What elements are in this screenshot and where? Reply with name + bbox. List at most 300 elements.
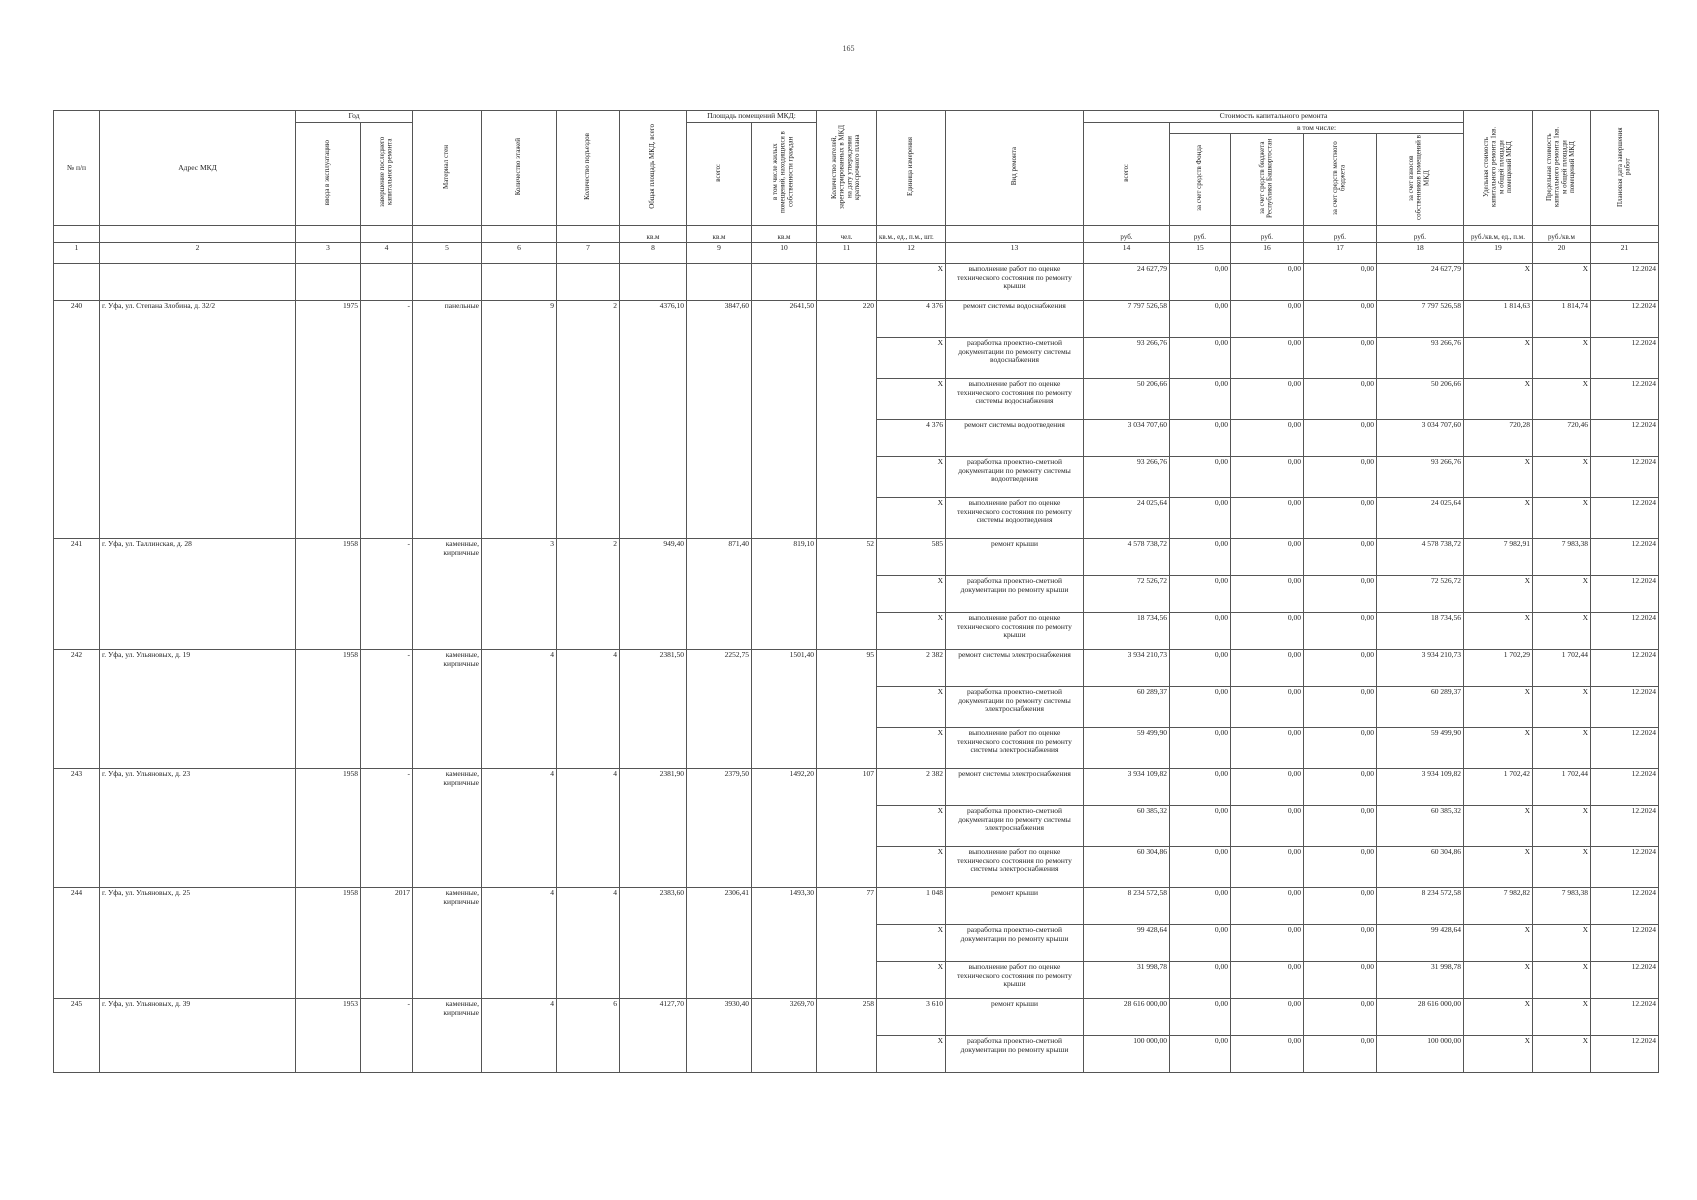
plan-date-cell: 12.2024 [1591, 998, 1659, 1035]
entrances-cell [557, 686, 620, 727]
area-residential-cell [752, 337, 817, 378]
year-cell [296, 419, 361, 456]
unit-cost-cell: X [1464, 337, 1533, 378]
last-repair-cell: 2017 [361, 887, 413, 924]
table-row [54, 727, 1659, 768]
cost-total-cell: 31 998,78 [1084, 961, 1170, 998]
total-area-cell [620, 924, 687, 961]
total-area-cell: 949,40 [620, 538, 687, 575]
last-repair-cell: - [361, 768, 413, 805]
cost-total-cell: 60 289,37 [1084, 686, 1170, 727]
area-all-cell [687, 805, 752, 846]
area-residential-cell [752, 961, 817, 998]
unit-cell: 585 [877, 538, 946, 575]
cost-republic-cell: 0,00 [1231, 768, 1304, 805]
cost-fund-cell: 0,00 [1170, 575, 1231, 612]
year-cell: 1958 [296, 887, 361, 924]
row-number: 243 [54, 768, 100, 805]
wall-material-cell: каменные, кирпичные [413, 998, 482, 1035]
year-cell [296, 263, 361, 300]
wall-material-cell: панельные [413, 300, 482, 337]
year-cell [296, 961, 361, 998]
floors-cell [482, 1035, 557, 1072]
row-number [54, 846, 100, 887]
area-residential-cell [752, 612, 817, 649]
total-area-cell: 4127,70 [620, 998, 687, 1035]
work-type-cell: разработка проектно-сметной документации по ремонту крыши [946, 575, 1084, 612]
table-row [54, 768, 1659, 805]
header-total-area: Общая площадь МКД, всего [620, 111, 687, 226]
entrances-cell: 4 [557, 887, 620, 924]
header-area-residential: в том числе жилых помещений, находящихся в собственности граждан [752, 122, 817, 225]
cost-republic-cell: 0,00 [1231, 887, 1304, 924]
residents-cell: 107 [817, 768, 877, 805]
cost-republic-cell: 0,00 [1231, 727, 1304, 768]
cost-total-cell: 7 797 526,58 [1084, 300, 1170, 337]
row-number: 244 [54, 887, 100, 924]
cost-fund-cell: 0,00 [1170, 887, 1231, 924]
table-row [54, 1035, 1659, 1072]
unit-cost-cell: X [1464, 686, 1533, 727]
area-all-cell: 2252,75 [687, 649, 752, 686]
plan-date-cell: 12.2024 [1591, 575, 1659, 612]
header-cost-group: Стоимость капитального ремонта [1084, 111, 1464, 123]
floors-cell: 4 [482, 887, 557, 924]
area-residential-cell: 819,10 [752, 538, 817, 575]
row-number [54, 419, 100, 456]
cost-local-cell: 0,00 [1304, 887, 1377, 924]
cost-total-cell: 3 934 109,82 [1084, 768, 1170, 805]
entrances-cell [557, 1035, 620, 1072]
cost-total-cell: 18 734,56 [1084, 612, 1170, 649]
limit-cost-cell: 720,46 [1533, 419, 1591, 456]
unit-label: кв.м [752, 225, 817, 242]
address-cell [100, 575, 296, 612]
year-cell [296, 924, 361, 961]
area-all-cell [687, 961, 752, 998]
cost-owners-cell: 3 934 210,73 [1377, 649, 1464, 686]
unit-cell: X [877, 575, 946, 612]
table-row [54, 497, 1659, 538]
limit-cost-cell: X [1533, 497, 1591, 538]
wall-material-cell: каменные, кирпичные [413, 649, 482, 686]
work-type-cell: ремонт системы электроснабжения [946, 768, 1084, 805]
wall-material-cell: каменные, кирпичные [413, 768, 482, 805]
column-number: 18 [1377, 242, 1464, 263]
cost-local-cell: 0,00 [1304, 924, 1377, 961]
last-repair-cell [361, 924, 413, 961]
row-number [54, 805, 100, 846]
cost-fund-cell: 0,00 [1170, 924, 1231, 961]
unit-cost-cell: X [1464, 612, 1533, 649]
plan-date-cell: 12.2024 [1591, 686, 1659, 727]
unit-cell: X [877, 378, 946, 419]
cost-republic-cell: 0,00 [1231, 998, 1304, 1035]
last-repair-cell [361, 961, 413, 998]
cost-republic-cell: 0,00 [1231, 686, 1304, 727]
floors-cell [482, 846, 557, 887]
column-number: 5 [413, 242, 482, 263]
work-type-cell: разработка проектно-сметной документации по ремонту крыши [946, 924, 1084, 961]
table-row [54, 887, 1659, 924]
wall-material-cell [413, 846, 482, 887]
header-plan-date: Плановая дата завершения работ [1591, 111, 1659, 226]
header-work-type: Вид ремонта [946, 111, 1084, 226]
address-cell [100, 378, 296, 419]
unit-cost-cell: X [1464, 924, 1533, 961]
cost-owners-cell: 18 734,56 [1377, 612, 1464, 649]
cost-local-cell: 0,00 [1304, 497, 1377, 538]
table-row [54, 575, 1659, 612]
cost-republic-cell: 0,00 [1231, 575, 1304, 612]
unit-cell: X [877, 686, 946, 727]
total-area-cell [620, 727, 687, 768]
address-cell: г. Уфа, ул. Ульяновых, д. 25 [100, 887, 296, 924]
table-row [54, 419, 1659, 456]
table-row [54, 961, 1659, 998]
cost-local-cell: 0,00 [1304, 768, 1377, 805]
area-all-cell [687, 497, 752, 538]
column-number: 12 [877, 242, 946, 263]
cost-fund-cell: 0,00 [1170, 768, 1231, 805]
limit-cost-cell: X [1533, 998, 1591, 1035]
cost-fund-cell: 0,00 [1170, 456, 1231, 497]
area-all-cell: 3847,60 [687, 300, 752, 337]
cost-fund-cell: 0,00 [1170, 612, 1231, 649]
total-area-cell [620, 337, 687, 378]
area-residential-cell [752, 686, 817, 727]
total-area-cell: 2383,60 [620, 887, 687, 924]
entrances-cell: 6 [557, 998, 620, 1035]
column-number: 19 [1464, 242, 1533, 263]
work-type-cell: выполнение работ по оценке технического состояния по ремонту системы водоотведения [946, 497, 1084, 538]
cost-fund-cell: 0,00 [1170, 497, 1231, 538]
total-area-cell [620, 805, 687, 846]
wall-material-cell [413, 1035, 482, 1072]
cost-owners-cell: 93 266,76 [1377, 456, 1464, 497]
entrances-cell [557, 805, 620, 846]
wall-material-cell [413, 378, 482, 419]
floors-cell: 3 [482, 538, 557, 575]
work-type-cell: выполнение работ по оценке технического состояния по ремонту крыши [946, 961, 1084, 998]
header-num: № п/п [54, 111, 100, 226]
residents-cell [817, 1035, 877, 1072]
header-cost-republic: за счет средств бюджета Республики Башкортостан [1231, 134, 1304, 226]
plan-date-cell: 12.2024 [1591, 1035, 1659, 1072]
header-cost-owners: за счет взносов собственников помещений в МКД [1377, 134, 1464, 226]
plan-date-cell: 12.2024 [1591, 337, 1659, 378]
cost-total-cell: 4 578 738,72 [1084, 538, 1170, 575]
table-row [54, 805, 1659, 846]
limit-cost-cell: 1 702,44 [1533, 768, 1591, 805]
column-number: 15 [1170, 242, 1231, 263]
unit-cell: 1 048 [877, 887, 946, 924]
residents-cell [817, 961, 877, 998]
row-number: 240 [54, 300, 100, 337]
unit-cell: 3 610 [877, 998, 946, 1035]
cost-fund-cell: 0,00 [1170, 300, 1231, 337]
unit-cell: 2 382 [877, 649, 946, 686]
total-area-cell [620, 961, 687, 998]
wall-material-cell [413, 924, 482, 961]
table-row [54, 337, 1659, 378]
last-repair-cell [361, 263, 413, 300]
limit-cost-cell: X [1533, 846, 1591, 887]
limit-cost-cell: X [1533, 686, 1591, 727]
cost-fund-cell: 0,00 [1170, 538, 1231, 575]
address-cell [100, 727, 296, 768]
unit-cell: X [877, 961, 946, 998]
last-repair-cell [361, 378, 413, 419]
unit-label: руб. [1231, 225, 1304, 242]
floors-cell [482, 727, 557, 768]
limit-cost-cell: 7 983,38 [1533, 538, 1591, 575]
cost-fund-cell: 0,00 [1170, 961, 1231, 998]
address-cell [100, 612, 296, 649]
wall-material-cell [413, 612, 482, 649]
unit-cost-cell: 1 702,42 [1464, 768, 1533, 805]
header-wall-material: Материал стен [413, 111, 482, 226]
cost-fund-cell: 0,00 [1170, 846, 1231, 887]
cost-local-cell: 0,00 [1304, 263, 1377, 300]
cost-local-cell: 0,00 [1304, 612, 1377, 649]
table-row [54, 649, 1659, 686]
area-all-cell [687, 924, 752, 961]
cost-local-cell: 0,00 [1304, 805, 1377, 846]
cost-republic-cell: 0,00 [1231, 1035, 1304, 1072]
area-all-cell: 3930,40 [687, 998, 752, 1035]
cost-republic-cell: 0,00 [1231, 538, 1304, 575]
address-cell [100, 1035, 296, 1072]
address-cell [100, 805, 296, 846]
column-number: 11 [817, 242, 877, 263]
area-all-cell: 871,40 [687, 538, 752, 575]
unit-cost-cell: X [1464, 378, 1533, 419]
cost-total-cell: 24 627,79 [1084, 263, 1170, 300]
table-row [54, 378, 1659, 419]
cost-republic-cell: 0,00 [1231, 419, 1304, 456]
cost-owners-cell: 60 385,32 [1377, 805, 1464, 846]
row-number [54, 612, 100, 649]
cost-local-cell: 0,00 [1304, 1035, 1377, 1072]
area-all-cell [687, 456, 752, 497]
entrances-cell [557, 456, 620, 497]
cost-republic-cell: 0,00 [1231, 456, 1304, 497]
total-area-cell: 4376,10 [620, 300, 687, 337]
area-residential-cell [752, 456, 817, 497]
unit-label: чел. [817, 225, 877, 242]
last-repair-cell [361, 1035, 413, 1072]
header-entrances: Количество подъездов [557, 111, 620, 226]
total-area-cell [620, 612, 687, 649]
cost-local-cell: 0,00 [1304, 538, 1377, 575]
total-area-cell [620, 575, 687, 612]
cost-fund-cell: 0,00 [1170, 1035, 1231, 1072]
year-cell [296, 337, 361, 378]
row-number: 242 [54, 649, 100, 686]
entrances-cell [557, 575, 620, 612]
cost-owners-cell: 8 234 572,58 [1377, 887, 1464, 924]
row-number [54, 961, 100, 998]
address-cell [100, 924, 296, 961]
column-number: 10 [752, 242, 817, 263]
cost-total-cell: 3 934 210,73 [1084, 649, 1170, 686]
header-address: Адрес МКД [100, 111, 296, 226]
area-all-cell [687, 846, 752, 887]
cost-owners-cell: 60 304,86 [1377, 846, 1464, 887]
capital-repair-table [53, 110, 1659, 1073]
header-year-last-repair: завершение последнего капитального ремонта [361, 122, 413, 225]
floors-cell [482, 686, 557, 727]
cost-local-cell: 0,00 [1304, 846, 1377, 887]
residents-cell [817, 686, 877, 727]
column-number-row [54, 242, 1659, 263]
row-number [54, 456, 100, 497]
total-area-cell [620, 1035, 687, 1072]
plan-date-cell: 12.2024 [1591, 456, 1659, 497]
residents-cell [817, 924, 877, 961]
plan-date-cell: 12.2024 [1591, 378, 1659, 419]
area-residential-cell [752, 419, 817, 456]
address-cell: г. Уфа, ул. Таллинская, д. 28 [100, 538, 296, 575]
area-residential-cell: 2641,50 [752, 300, 817, 337]
cost-total-cell: 93 266,76 [1084, 337, 1170, 378]
header-cost-local: за счет средств местного бюджета [1304, 134, 1377, 226]
year-cell: 1958 [296, 649, 361, 686]
cost-local-cell: 0,00 [1304, 575, 1377, 612]
plan-date-cell: 12.2024 [1591, 497, 1659, 538]
wall-material-cell [413, 419, 482, 456]
last-repair-cell [361, 686, 413, 727]
unit-cost-cell: X [1464, 1035, 1533, 1072]
area-residential-cell [752, 1035, 817, 1072]
work-type-cell: выполнение работ по оценке технического состояния по ремонту системы электроснабжения [946, 846, 1084, 887]
cost-fund-cell: 0,00 [1170, 727, 1231, 768]
total-area-cell [620, 419, 687, 456]
residents-cell: 77 [817, 887, 877, 924]
cost-fund-cell: 0,00 [1170, 998, 1231, 1035]
floors-cell [482, 337, 557, 378]
cost-owners-cell: 31 998,78 [1377, 961, 1464, 998]
area-residential-cell [752, 575, 817, 612]
cost-local-cell: 0,00 [1304, 998, 1377, 1035]
plan-date-cell: 12.2024 [1591, 846, 1659, 887]
header-floors: Количество этажей [482, 111, 557, 226]
cost-republic-cell: 0,00 [1231, 924, 1304, 961]
residents-cell [817, 846, 877, 887]
work-type-cell: выполнение работ по оценке технического состояния по ремонту крыши [946, 612, 1084, 649]
entrances-cell [557, 727, 620, 768]
residents-cell [817, 337, 877, 378]
floors-cell [482, 419, 557, 456]
row-number [54, 575, 100, 612]
limit-cost-cell: X [1533, 612, 1591, 649]
table-row [54, 300, 1659, 337]
cost-republic-cell: 0,00 [1231, 497, 1304, 538]
year-cell [296, 727, 361, 768]
year-cell: 1953 [296, 998, 361, 1035]
unit-cost-cell: 1 814,63 [1464, 300, 1533, 337]
cost-local-cell: 0,00 [1304, 649, 1377, 686]
area-all-cell [687, 263, 752, 300]
floors-cell: 4 [482, 649, 557, 686]
residents-cell [817, 497, 877, 538]
column-number: 4 [361, 242, 413, 263]
cost-owners-cell: 3 034 707,60 [1377, 419, 1464, 456]
row-number [54, 337, 100, 378]
unit-label: руб./кв.м [1533, 225, 1591, 242]
cost-total-cell: 100 000,00 [1084, 1035, 1170, 1072]
plan-date-cell: 12.2024 [1591, 961, 1659, 998]
year-cell [296, 1035, 361, 1072]
year-cell [296, 378, 361, 419]
plan-date-cell: 12.2024 [1591, 649, 1659, 686]
unit-cell: X [877, 337, 946, 378]
work-type-cell: ремонт системы водоотведения [946, 419, 1084, 456]
address-cell [100, 456, 296, 497]
cost-owners-cell: 59 499,90 [1377, 727, 1464, 768]
cost-total-cell: 28 616 000,00 [1084, 998, 1170, 1035]
floors-cell [482, 263, 557, 300]
column-number: 3 [296, 242, 361, 263]
address-cell [100, 846, 296, 887]
row-number: 245 [54, 998, 100, 1035]
residents-cell: 95 [817, 649, 877, 686]
cost-republic-cell: 0,00 [1231, 649, 1304, 686]
header-unit-cost: Удельная стоимость капитального ремонта 1кв. м общей площади помещений МКД [1464, 111, 1533, 226]
column-number: 17 [1304, 242, 1377, 263]
row-number [54, 686, 100, 727]
entrances-cell: 2 [557, 538, 620, 575]
floors-cell: 9 [482, 300, 557, 337]
cost-fund-cell: 0,00 [1170, 337, 1231, 378]
wall-material-cell [413, 575, 482, 612]
floors-cell [482, 575, 557, 612]
total-area-cell: 2381,90 [620, 768, 687, 805]
cost-owners-cell: 3 934 109,82 [1377, 768, 1464, 805]
cost-owners-cell: 24 025,64 [1377, 497, 1464, 538]
address-cell: г. Уфа, ул. Ульяновых, д. 23 [100, 768, 296, 805]
last-repair-cell [361, 846, 413, 887]
header-year-group: Год [296, 111, 413, 123]
header-including-group: в том числе: [1170, 122, 1464, 134]
cost-republic-cell: 0,00 [1231, 846, 1304, 887]
unit-label: кв.м [687, 225, 752, 242]
plan-date-cell: 12.2024 [1591, 768, 1659, 805]
unit-cost-cell: X [1464, 805, 1533, 846]
header-area-all: всего: [687, 122, 752, 225]
column-number: 8 [620, 242, 687, 263]
cost-total-cell: 59 499,90 [1084, 727, 1170, 768]
unit-cell: X [877, 497, 946, 538]
unit-cost-cell: X [1464, 727, 1533, 768]
plan-date-cell: 12.2024 [1591, 805, 1659, 846]
work-type-cell: ремонт крыши [946, 998, 1084, 1035]
unit-label: руб. [1084, 225, 1170, 242]
wall-material-cell [413, 727, 482, 768]
residents-cell [817, 612, 877, 649]
cost-total-cell: 60 385,32 [1084, 805, 1170, 846]
table-row [54, 263, 1659, 300]
unit-cell: X [877, 1035, 946, 1072]
cost-republic-cell: 0,00 [1231, 300, 1304, 337]
last-repair-cell [361, 456, 413, 497]
cost-total-cell: 93 266,76 [1084, 456, 1170, 497]
header-cost-fund: за счет средств Фонда [1170, 134, 1231, 226]
unit-cell: 2 382 [877, 768, 946, 805]
residents-cell [817, 378, 877, 419]
wall-material-cell [413, 805, 482, 846]
